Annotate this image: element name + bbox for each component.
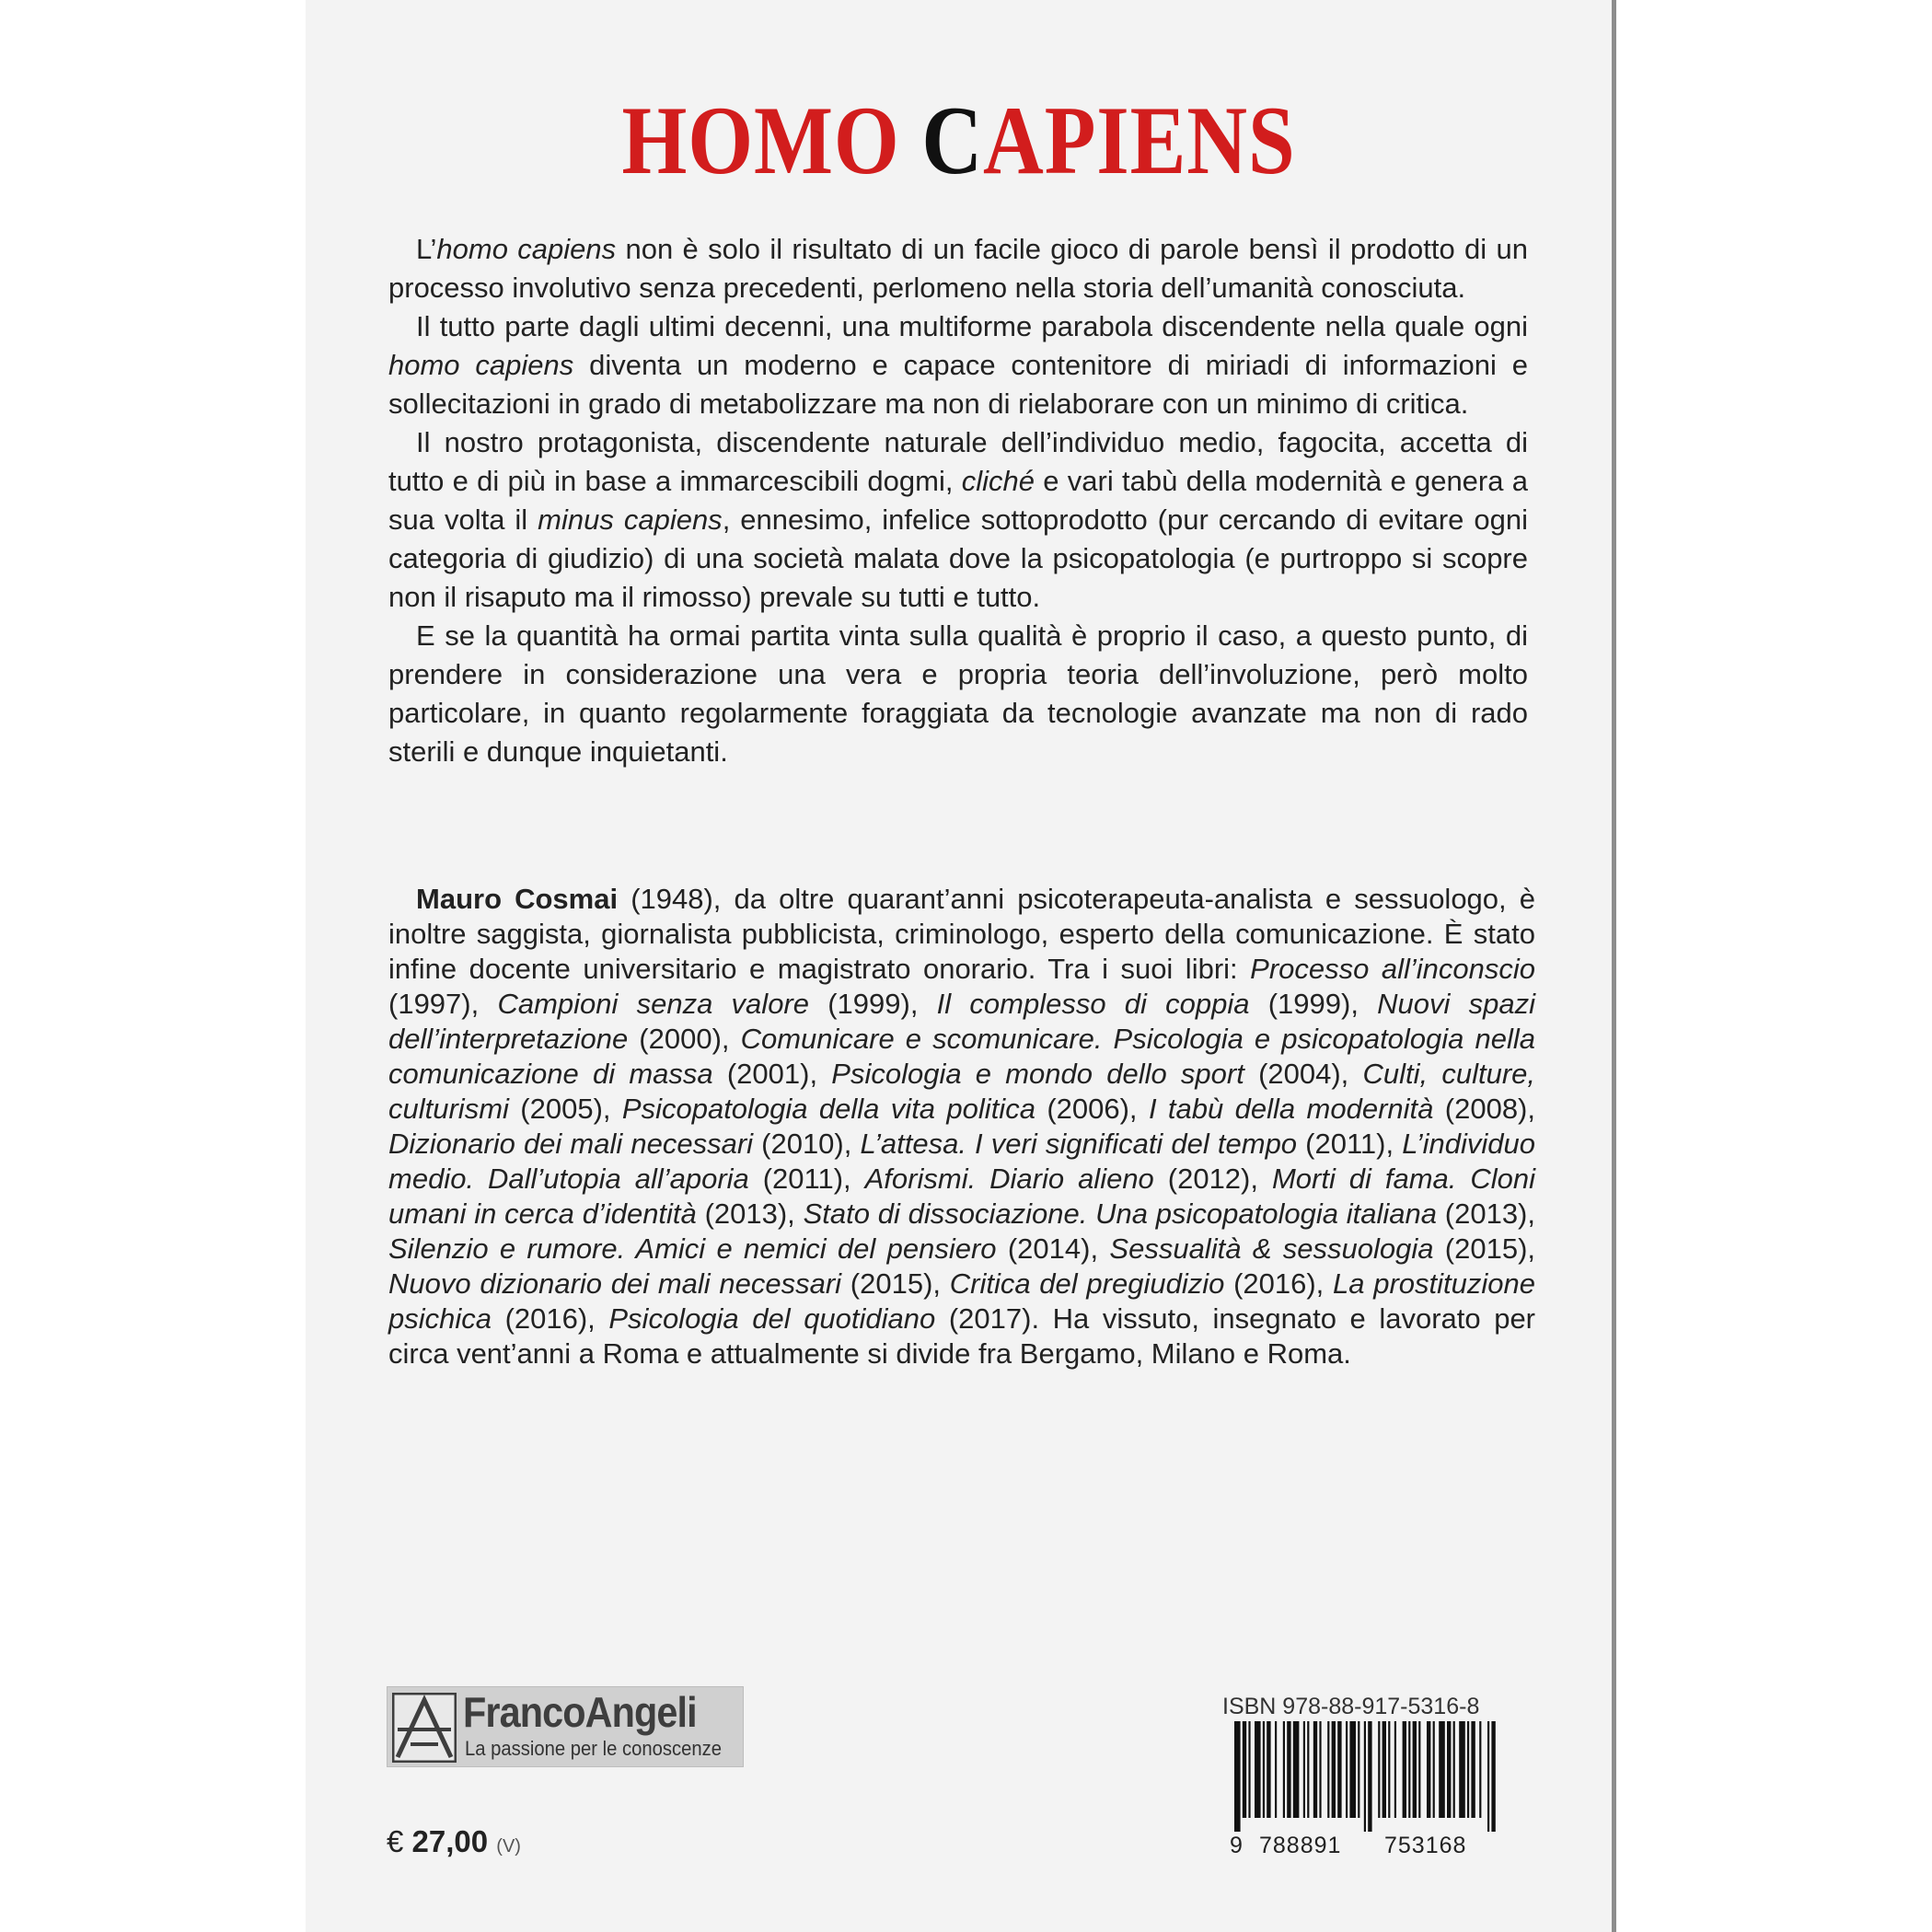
barcode-bar (1346, 1721, 1348, 1818)
publisher-name: FrancoAngeli (463, 1688, 697, 1736)
book-title (397, 87, 1520, 194)
barcode-digits-left: 788891 (1259, 1833, 1342, 1858)
author-bio-paragraph: Mauro Cosmai (1948), da oltre quarant’anni psicoterapeuta-analista e sessuologo, è inoltre saggista, giornalista pubblicista, criminologo, esperto della comunicazione. È stato infine docente universitario e magistrato onorario. Tra i suoi libri: Processo all’inconscio (1997), Campioni senza valore (1999), Il complesso di coppia (1999), Nuovi spazi dell’interpretazione (2000), Comunicare e scomunicare. Psicologia e psicopatologia nella comunicazione di massa (2001), Psicologia e mondo dello sport (2004), Culti, culture, culturismi (2005), Psicopatologia della vita politica (2006), I tabù della modernità (2008), Dizionario dei mali necessari (2010), L’attesa. I veri significati del tempo (2011), L’individuo medio. Dall’utopia all’aporia (2011), Aforismi. Diario alieno (2012), Morti di fama. Cloni umani in cerca d’identità (2013), Stato di dissociazione. Una psicopatologia italiana (2013), Silenzio e rumore. Amici e nemici del pensiero (2014), Sessualità & sessuologia (2015), Nuovo dizionario dei mali necessari (2015), Critica del pregiudizio (2016), La prostituzione psichica (2016), Psicologia del quotidiano (2017). Ha vissuto, insegnato e lavorato per circa vent’anni a Roma e attualmente si divide fra Bergamo, Milano e Roma. (388, 883, 1536, 1370)
barcode-bar (1382, 1721, 1386, 1818)
barcode-bar (1263, 1721, 1265, 1818)
barcode-bar (1394, 1721, 1396, 1818)
price-currency: € (387, 1824, 404, 1858)
barcode-bar (1491, 1721, 1495, 1832)
barcode-bar (1408, 1721, 1410, 1818)
barcode-bar (1471, 1721, 1475, 1818)
barcode-bar (1388, 1721, 1390, 1818)
barcode-bar (1307, 1721, 1309, 1818)
blurb (388, 230, 1528, 771)
blurb-paragraph: Il tutto parte dagli ultimi decenni, una multiforme parabola discendente nella quale ogni homo capiens diventa un moderno e capace contenitore di miriadi di informazioni e sollecitazioni in grado di metabolizzare ma non di rielaborare con un minimo di critica. (388, 310, 1529, 420)
barcode-bar (1327, 1721, 1329, 1818)
barcode-bar (1433, 1721, 1435, 1818)
barcode-bar (1303, 1721, 1305, 1818)
barcode-bar (1453, 1721, 1455, 1818)
isbn-label: ISBN 978-88-917-5316-8 (1222, 1694, 1480, 1719)
blurb-paragraph: Il nostro protagonista, discendente naturale dell’individuo medio, fagocita, accetta di tutto e di più in base a immarcescibili dogmi, cliché e vari tabù della modernità e genera a sua volta il minus capiens, ennesimo, infelice sottoprodotto (pur cercando di evitare ogni categoria di giudizio) di una società malata dove la psicopatologia (e purtroppo si scopre non il risaputo ma il rimosso) prevale su tutti e tutto. (388, 426, 1529, 613)
barcode-bar (1234, 1721, 1241, 1832)
publisher-emblem-icon (392, 1693, 457, 1763)
blurb-paragraph: E se la quantità ha ormai partita vinta sulla qualità è proprio il caso, a questo punto, di prendere in considerazione una vera e propria teoria dell’involuzione, però molto particolare, in quanto regolarmente foraggiata da tecnologie avanzate ma non di rado sterili e dunque inquietanti. (388, 619, 1528, 768)
author-name: Mauro Cosmai (416, 883, 619, 915)
barcode-bar (1275, 1721, 1277, 1818)
barcode-bar (1487, 1721, 1489, 1832)
title-part-homo: HOMO (621, 87, 922, 194)
barcode (1231, 1721, 1498, 1832)
barcode-digits-right: 753168 (1384, 1833, 1467, 1858)
barcode-bar (1248, 1721, 1250, 1818)
barcode-bar (1459, 1721, 1465, 1818)
price-amount: 27,00 (411, 1824, 489, 1858)
publisher-tagline: La passione per le conoscenze (465, 1737, 723, 1760)
barcode-digit-first: 9 (1230, 1833, 1243, 1858)
book-back-cover (306, 0, 1616, 1932)
barcode-bar (1255, 1721, 1261, 1818)
barcode-bar (1349, 1721, 1356, 1818)
barcode-bar (1368, 1721, 1371, 1832)
barcode-bar (1283, 1721, 1285, 1818)
barcode-bar (1358, 1721, 1359, 1818)
publisher-logo (387, 1686, 744, 1767)
title-part-apiens: APIENS (983, 87, 1296, 194)
barcode-bar (1287, 1721, 1290, 1818)
barcode-bar (1439, 1721, 1445, 1818)
barcode-bar (1313, 1721, 1317, 1818)
barcode-bar (1243, 1721, 1246, 1818)
barcode-bar (1418, 1721, 1420, 1818)
barcode-bar (1447, 1721, 1451, 1818)
barcode-bar (1319, 1721, 1321, 1818)
price (387, 1824, 521, 1859)
title-letter-c: C (921, 87, 984, 194)
barcode-bar (1293, 1721, 1300, 1818)
barcode-bar (1267, 1721, 1270, 1818)
barcode-bar (1337, 1721, 1341, 1818)
barcode-bar (1467, 1721, 1469, 1818)
barcode-bar (1403, 1721, 1406, 1818)
barcode-bar (1427, 1721, 1430, 1818)
barcode-bar (1332, 1721, 1336, 1818)
barcode-bar (1413, 1721, 1417, 1818)
blurb-paragraph: L’homo capiens non è solo il risultato di un facile gioco di parole bensì il prodotto di un processo involutivo senza precedenti, perlomeno nella storia dell’umanità conosciuta. (388, 233, 1528, 304)
barcode-bar (1364, 1721, 1366, 1832)
barcode-bar (1378, 1721, 1380, 1818)
price-code: (V) (496, 1836, 521, 1857)
barcode-bar (1479, 1721, 1481, 1818)
author-bio (388, 882, 1535, 1371)
